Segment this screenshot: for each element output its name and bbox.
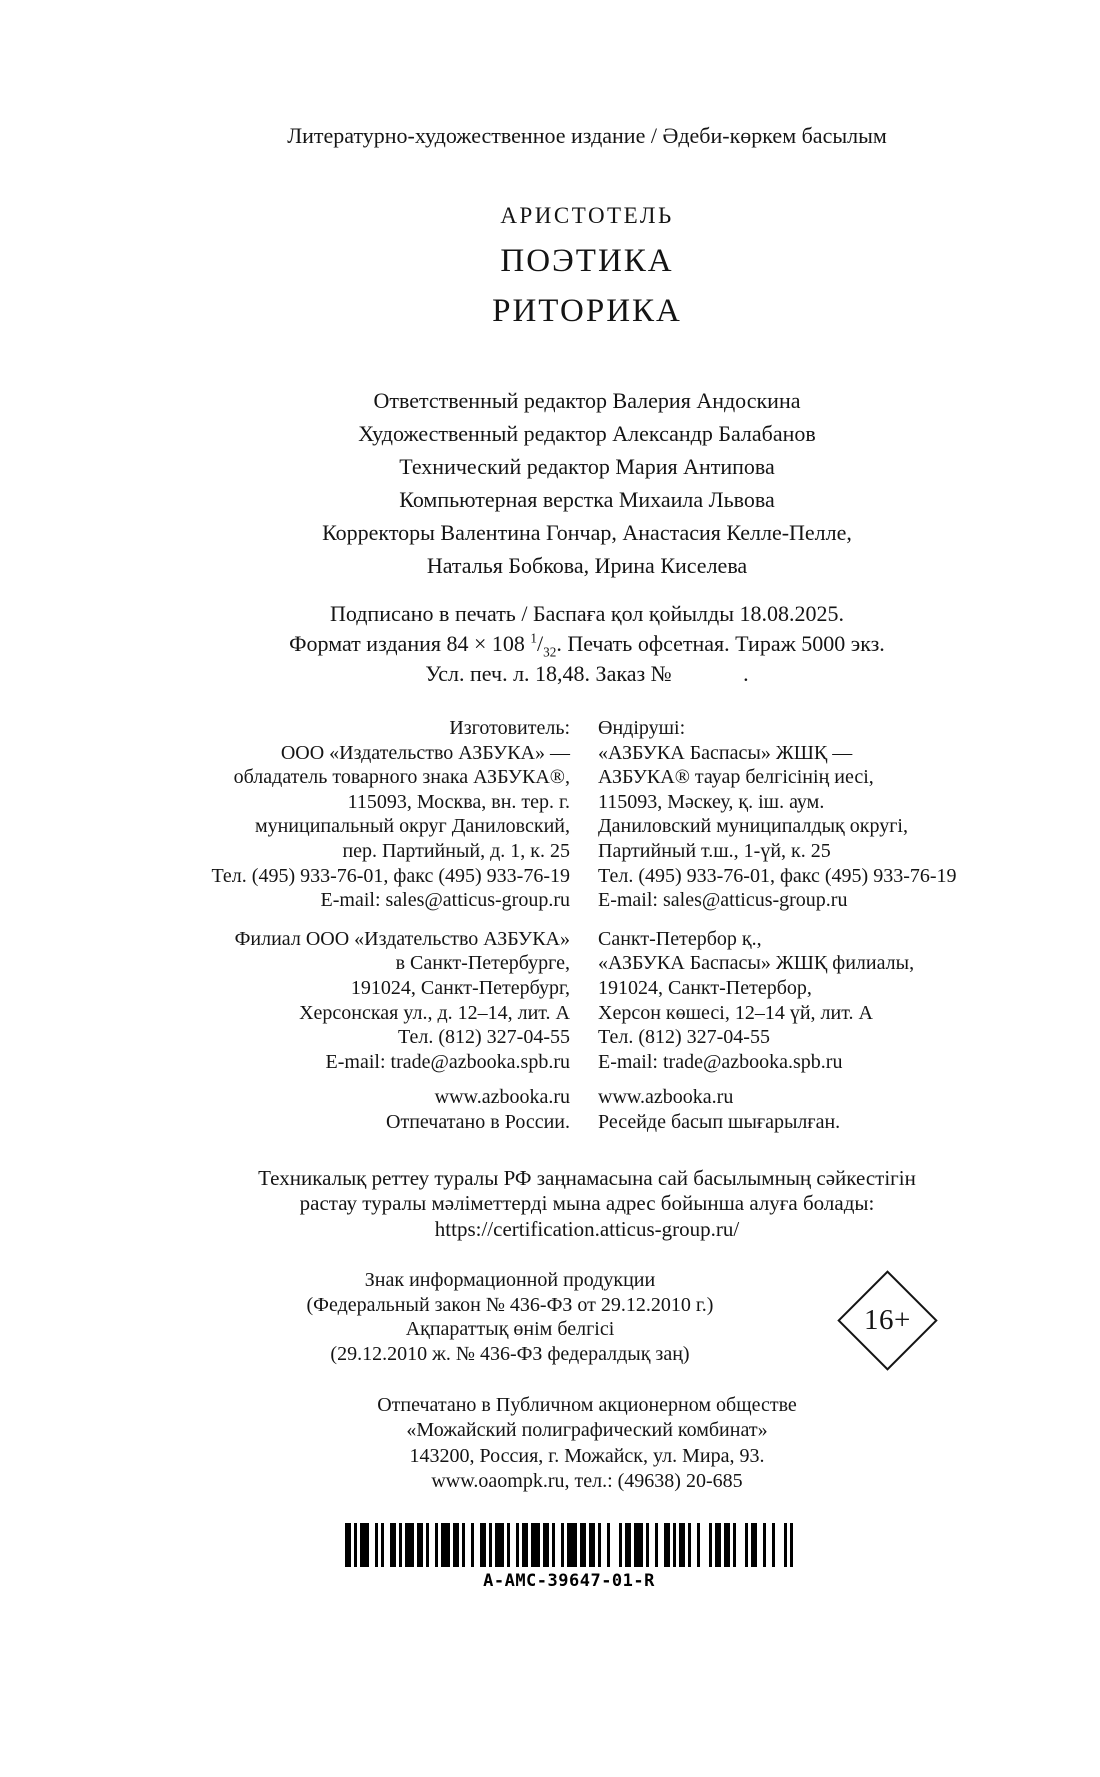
address-line: АЗБУКА® тауар белгісінің иесі, bbox=[598, 766, 874, 789]
book-title-line-1: ПОЭТИКА bbox=[500, 243, 674, 279]
order-line: Усл. печ. л. 18,48. Заказ № . bbox=[425, 661, 749, 686]
address-line: Партийный т.ш., 1-үй, к. 25 bbox=[598, 839, 831, 862]
manufacturer-columns bbox=[150, 716, 957, 1135]
staff-line: Компьютерная верстка Михаила Львова bbox=[399, 487, 775, 512]
address-line: Санкт-Петербор қ., bbox=[598, 927, 762, 950]
email-line: E-mail: trade@azbooka.spb.ru bbox=[598, 1050, 843, 1073]
certification-line: растау туралы мәліметтерді мына адрес бойынша алуға болады: bbox=[299, 1191, 875, 1216]
info-sign-line: (29.12.2010 ж. № 436-ФЗ федералдық заң) bbox=[330, 1342, 690, 1365]
printed-in-line: Ресейде басып шығарылған. bbox=[598, 1110, 841, 1133]
website-line: www.azbooka.ru bbox=[598, 1086, 734, 1109]
address-line: в Санкт-Петербурге, bbox=[395, 952, 570, 975]
certification-line: Техникалық реттеу туралы РФ заңнамасына сай басылымның сәйкестігін bbox=[258, 1166, 916, 1190]
website-line: www.azbooka.ru bbox=[434, 1086, 570, 1109]
manufacturer-ru-site bbox=[150, 1085, 570, 1134]
phone-line: Тел. (495) 933-76-01, факс (495) 933-76-19 bbox=[598, 864, 957, 887]
manufacturer-kz-branch bbox=[598, 927, 938, 1075]
address-line: 115093, Москва, вн. тер. г. bbox=[347, 790, 570, 813]
address-line: обладатель товарного знака АЗБУКА®, bbox=[233, 766, 570, 789]
age-rating-value: 16+ bbox=[864, 1303, 911, 1336]
printed-in-line: Отпечатано в России. bbox=[386, 1110, 570, 1133]
staff-line: Корректоры Валентина Гончар, Анастасия Келле-Пелле, bbox=[322, 520, 852, 545]
manufacturer-kz bbox=[598, 716, 957, 1135]
printer-line: Отпечатано в Публичном акционерном обществе bbox=[377, 1394, 797, 1416]
address-line: муниципальный округ Даниловский, bbox=[254, 815, 570, 838]
staff-line: Художественный редактор Александр Балабанов bbox=[358, 421, 816, 446]
author-name: АРИСТОТЕЛЬ bbox=[500, 203, 674, 228]
certification-note bbox=[150, 1166, 1024, 1242]
printing-house bbox=[150, 1393, 1024, 1495]
barcode-bars bbox=[345, 1523, 793, 1567]
email-line: E-mail: sales@atticus-group.ru bbox=[320, 889, 570, 912]
staff-line: Технический редактор Мария Антипова bbox=[399, 454, 775, 479]
manufacturer-ru bbox=[150, 716, 570, 1135]
format-line: Формат издания 84 × 108 $^1/_{32}$. Печать офсетная. Тираж 5000 экз. bbox=[289, 630, 885, 660]
printer-line: «Можайский полиграфический комбинат» bbox=[406, 1419, 768, 1442]
address-line: Изготовитель: bbox=[449, 717, 570, 739]
email-line: E-mail: trade@azbooka.spb.ru bbox=[325, 1050, 570, 1073]
email-line: E-mail: sales@atticus-group.ru bbox=[598, 889, 848, 912]
address-line: «АЗБУКА Баспасы» ЖШҚ филиалы, bbox=[598, 952, 915, 975]
print-date-line: Подписано в печать / Баспаға қол қойылды 18.08.2025. bbox=[329, 601, 845, 626]
staff-line: Ответственный редактор Валерия Андоскина bbox=[373, 388, 801, 413]
address-line: 115093, Мәскеу, қ. іш. аум. bbox=[598, 790, 825, 813]
address-line: Херсон көшесі, 12–14 үй, лит. А bbox=[598, 1001, 873, 1024]
fraction-denominator: 32 bbox=[543, 644, 557, 660]
certification-url: https://certification.atticus-group.ru/ bbox=[434, 1216, 740, 1241]
manufacturer-kz-site bbox=[598, 1085, 938, 1134]
age-rating-note bbox=[150, 1268, 870, 1366]
manufacturer-ru-address bbox=[150, 716, 570, 913]
address-line: пер. Партийный, д. 1, к. 25 bbox=[342, 839, 570, 862]
address-line: Филиал ООО «Издательство АЗБУКА» bbox=[234, 927, 570, 950]
printer-line: www.oaompk.ru, тел.: (49638) 20-685 bbox=[431, 1470, 743, 1493]
barcode bbox=[345, 1523, 793, 1591]
staff-line: Наталья Бобкова, Ирина Киселева bbox=[426, 553, 748, 578]
info-sign-line: Ақпараттық өнім белгісі bbox=[405, 1318, 615, 1341]
book-title-line-2: РИТОРИКА bbox=[492, 293, 682, 329]
info-sign-line: (Федеральный закон № 436-ФЗ от 29.12.2010 г.) bbox=[306, 1293, 714, 1316]
address-line: Херсонская ул., д. 12–14, лит. А bbox=[299, 1001, 570, 1024]
phone-line: Тел. (495) 933-76-01, факс (495) 933-76-19 bbox=[211, 864, 570, 887]
address-line: 191024, Санкт-Петербург, bbox=[350, 976, 570, 999]
printer-line: 143200, Россия, г. Можайск, ул. Мира, 93. bbox=[409, 1444, 765, 1467]
info-sign-line: Знак информационной продукции bbox=[364, 1269, 656, 1291]
address-line: Даниловский муниципалдық округі, bbox=[598, 815, 908, 838]
phone-line: Тел. (812) 327-04-55 bbox=[598, 1026, 770, 1049]
manufacturer-ru-branch bbox=[150, 927, 570, 1075]
barcode-label: A-AMC-39647-01-R bbox=[483, 1571, 655, 1591]
address-line: Өндіруші: bbox=[598, 717, 686, 739]
fraction-numerator: 1 bbox=[530, 630, 537, 646]
print-run-info bbox=[150, 599, 1024, 689]
age-rating-badge bbox=[838, 1271, 934, 1367]
manufacturer-kz-address bbox=[598, 716, 957, 913]
phone-line: Тел. (812) 327-04-55 bbox=[398, 1026, 570, 1049]
address-line: ООО «Издательство АЗБУКА» — bbox=[280, 741, 570, 764]
diamond-shape bbox=[837, 1270, 937, 1370]
edition-line: Литературно-художественное издание / Әдеби-көркем басылым bbox=[287, 123, 887, 148]
address-line: «АЗБУКА Баспасы» ЖШҚ — bbox=[598, 741, 853, 764]
address-line: 191024, Санкт-Петербор, bbox=[598, 976, 812, 999]
staff-credits bbox=[150, 384, 1024, 582]
